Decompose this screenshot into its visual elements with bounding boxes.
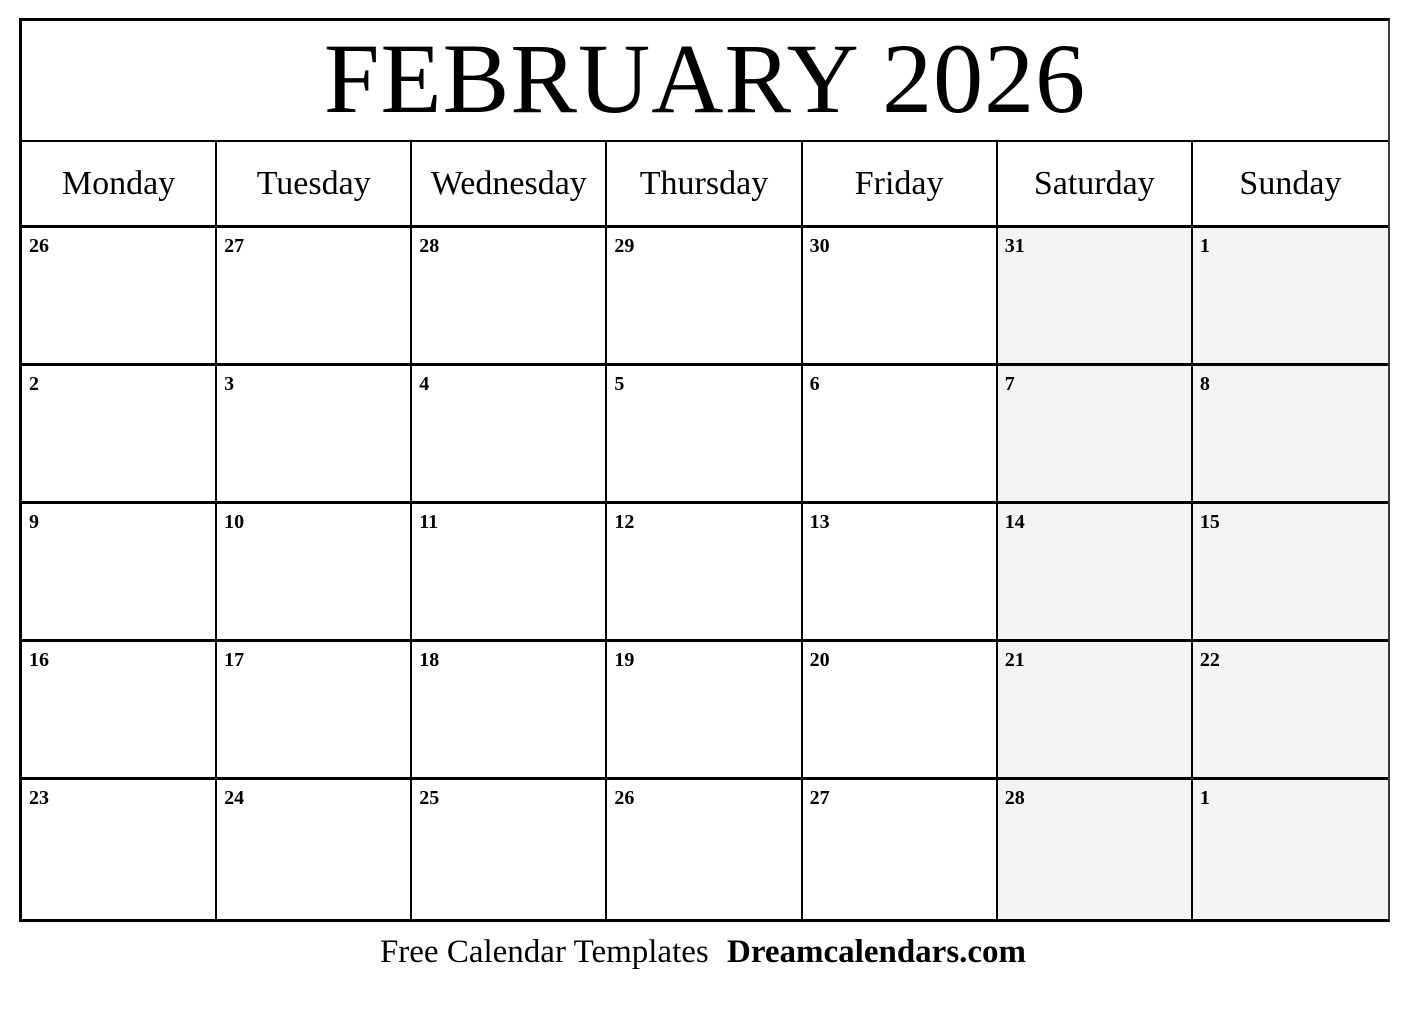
weekday-header-tuesday: Tuesday: [217, 142, 412, 225]
day-number: 17: [224, 649, 245, 671]
day-cell: [22, 504, 217, 639]
day-cell: [803, 780, 998, 919]
day-cell: [998, 780, 1193, 919]
day-cell: [217, 642, 412, 777]
day-cell: [1193, 228, 1388, 363]
day-number: 26: [29, 235, 49, 257]
day-cell: [1193, 504, 1388, 639]
day-number: 23: [29, 787, 49, 809]
day-number: 10: [224, 511, 245, 533]
day-cell: [607, 366, 802, 501]
day-number: 21: [1004, 649, 1025, 671]
day-cell: [998, 504, 1193, 639]
day-number: 4: [419, 373, 430, 395]
day-number: 30: [809, 235, 830, 257]
footer-brand: Dreamcalendars.com: [726, 934, 1027, 970]
day-number: 5: [614, 373, 625, 395]
day-cell: [803, 504, 998, 639]
day-number: 27: [809, 787, 830, 809]
day-cell: [1193, 780, 1388, 919]
day-cell: [412, 228, 607, 363]
day-number: 18: [419, 649, 440, 671]
day-number: 13: [809, 511, 830, 533]
calendar-title: FEBRUARY 2026: [323, 22, 1087, 134]
day-number: 22: [1199, 649, 1220, 671]
day-cell: [22, 228, 217, 363]
day-cell: [1193, 366, 1388, 501]
day-cell: [217, 366, 412, 501]
day-number: 20: [809, 649, 830, 671]
day-number: 2: [29, 373, 39, 395]
day-cell: [1193, 642, 1388, 777]
day-number: 24: [224, 787, 245, 809]
day-cell: [998, 642, 1193, 777]
day-cell: [22, 642, 217, 777]
day-cell: [998, 366, 1193, 501]
footer: [0, 934, 1406, 971]
weekday-header-sunday: Sunday: [1193, 142, 1388, 225]
day-cell: [412, 366, 607, 501]
day-number: 15: [1199, 511, 1220, 533]
day-number: 7: [1004, 373, 1015, 395]
weekday-header-wednesday: Wednesday: [412, 142, 607, 225]
day-cell: [803, 642, 998, 777]
calendar-title-bar: [22, 21, 1388, 142]
day-cell: [217, 504, 412, 639]
weekday-header-row: [22, 142, 1388, 228]
day-number: 14: [1004, 511, 1025, 533]
day-cell: [22, 366, 217, 501]
week-row: [22, 366, 1388, 504]
weekday-header-monday: Monday: [22, 142, 217, 225]
day-cell: [607, 228, 802, 363]
day-number: 3: [224, 373, 235, 395]
day-cell: [217, 780, 412, 919]
day-cell: [803, 366, 998, 501]
calendar: [19, 18, 1390, 922]
week-row: [22, 780, 1388, 919]
day-number: 28: [1004, 787, 1025, 809]
day-cell: [803, 228, 998, 363]
day-number: 25: [419, 787, 440, 809]
day-number: 29: [614, 235, 635, 257]
weekday-header-friday: Friday: [803, 142, 998, 225]
weeks-grid: [22, 228, 1388, 919]
day-cell: [412, 504, 607, 639]
day-number: 27: [224, 235, 245, 257]
day-number: 8: [1199, 373, 1210, 395]
day-number: 6: [809, 373, 820, 395]
week-row: [22, 504, 1388, 642]
day-cell: [607, 504, 802, 639]
day-number: 9: [29, 511, 39, 533]
day-cell: [22, 780, 217, 919]
day-number: 11: [419, 511, 439, 533]
day-number: 1: [1199, 787, 1210, 809]
day-number: 28: [419, 235, 440, 257]
day-number: 12: [614, 511, 635, 533]
day-number: 19: [614, 649, 635, 671]
day-cell: [998, 228, 1193, 363]
week-row: [22, 642, 1388, 780]
day-cell: [412, 642, 607, 777]
week-row: [22, 228, 1388, 366]
day-number: 26: [614, 787, 635, 809]
weekday-header-saturday: Saturday: [998, 142, 1193, 225]
day-cell: [607, 642, 802, 777]
day-cell: [217, 228, 412, 363]
day-cell: [412, 780, 607, 919]
day-cell: [607, 780, 802, 919]
weekday-header-thursday: Thursday: [607, 142, 802, 225]
day-number: 16: [29, 649, 49, 671]
day-number: 1: [1199, 235, 1210, 257]
day-number: 31: [1004, 235, 1025, 257]
footer-text: Free Calendar Templates: [379, 934, 709, 970]
